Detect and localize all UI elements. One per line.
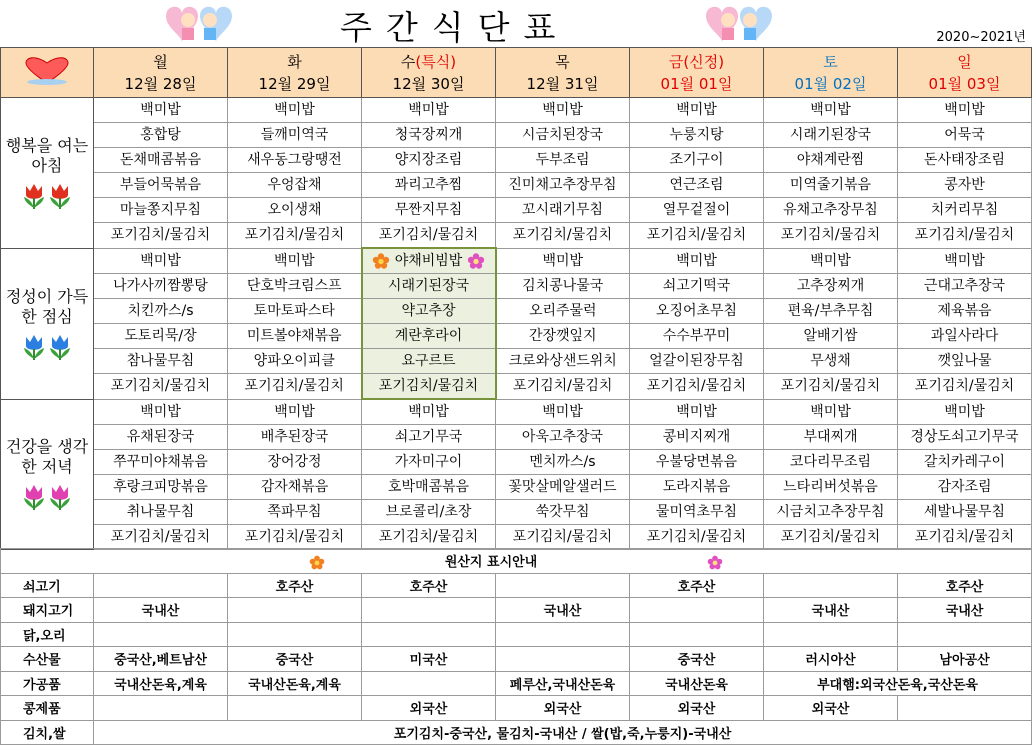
tulip-icon xyxy=(22,333,46,361)
menu-cell: 세발나물무침 xyxy=(898,500,1032,525)
menu-cell: 장어강정 xyxy=(228,450,362,475)
menu-cell: 우엉잡채 xyxy=(228,173,362,198)
menu-cell: 돈사태장조림 xyxy=(898,148,1032,173)
origin-cell xyxy=(362,622,496,647)
menu-cell: 간장깻잎지 xyxy=(496,324,630,349)
origin-cell xyxy=(362,671,496,696)
origin-cell xyxy=(228,622,362,647)
tulip-icon xyxy=(48,333,72,361)
menu-cell: 시금치된장국 xyxy=(496,123,630,148)
menu-cell: 홍합탕 xyxy=(94,123,228,148)
menu-cell: 크로와상샌드위치 xyxy=(496,349,630,374)
menu-cell: 후랑크피망볶음 xyxy=(94,475,228,500)
origin-cell xyxy=(496,573,630,598)
page-title: 주간식단표 xyxy=(340,8,570,47)
origin-cell: 중국산,베트남산 xyxy=(94,647,228,672)
flower-icon xyxy=(467,253,485,269)
menu-cell: 청국장찌개 xyxy=(362,123,496,148)
menu-cell: 양파오이피클 xyxy=(228,349,362,374)
menu-row xyxy=(1,425,1032,450)
tulip-icon xyxy=(22,483,46,511)
origin-cell: 국내산 xyxy=(94,598,228,623)
tulip-icons xyxy=(1,333,93,361)
menu-cell: 백미밥 xyxy=(898,399,1032,425)
menu-cell: 쪽파무침 xyxy=(228,500,362,525)
menu-cell: 포기김치/물김치 xyxy=(898,374,1032,400)
menu-cell: 백미밥 xyxy=(362,399,496,425)
origin-cell xyxy=(362,598,496,623)
origin-title xyxy=(1,549,1032,574)
day-name: 월 xyxy=(153,52,168,71)
menu-row xyxy=(1,148,1032,173)
origin-cell xyxy=(898,696,1032,721)
origin-row xyxy=(1,720,1032,745)
menu-cell: 진미채고추장무침 xyxy=(496,173,630,198)
header xyxy=(0,0,1032,46)
menu-cell: 콩비지찌개 xyxy=(630,425,764,450)
couple-illustration-right xyxy=(700,2,778,44)
menu-cell: 시래기된장국 xyxy=(362,274,496,299)
day-header-0 xyxy=(94,48,228,98)
menu-cell: 백미밥 xyxy=(764,98,898,123)
menu-cell: 콩자반 xyxy=(898,173,1032,198)
menu-row xyxy=(1,500,1032,525)
origin-kimchi-text: 포기김치-중국산, 물김치-국내산 / 쌀(밥,죽,누룽지)-국내산 xyxy=(94,720,1032,745)
menu-cell: 미트볼야채볶음 xyxy=(228,324,362,349)
tulip-icon xyxy=(22,182,46,210)
menu-cell: 조기구이 xyxy=(630,148,764,173)
meal-label-0 xyxy=(1,98,94,249)
menu-row xyxy=(1,299,1032,324)
origin-label: 콩제품 xyxy=(1,696,94,721)
menu-cell: 백미밥 xyxy=(496,98,630,123)
menu-cell: 백미밥 xyxy=(94,248,228,274)
menu-cell: 수수부꾸미 xyxy=(630,324,764,349)
origin-cell xyxy=(496,647,630,672)
menu-cell: 백미밥 xyxy=(94,399,228,425)
origin-cell xyxy=(496,622,630,647)
menu-cell: 과일사라다 xyxy=(898,324,1032,349)
meal-label-text: 행복을 여는 아침 xyxy=(5,135,89,175)
origin-cell: 호주산 xyxy=(228,573,362,598)
menu-cell: 백미밥 xyxy=(764,399,898,425)
menu-cell: 포기김치/물김치 xyxy=(898,525,1032,550)
menu-cell: 부대찌개 xyxy=(764,425,898,450)
menu-row xyxy=(1,198,1032,223)
menu-cell: 백미밥 xyxy=(630,248,764,274)
menu-cell: 백미밥 xyxy=(898,248,1032,274)
origin-cell xyxy=(94,696,228,721)
menu-cell: 약고추장 xyxy=(362,299,496,324)
menu-row xyxy=(1,450,1032,475)
menu-cell: 우불당면볶음 xyxy=(630,450,764,475)
menu-cell: 감자조림 xyxy=(898,475,1032,500)
origin-cell xyxy=(228,696,362,721)
menu-cell: 새우동그랑땡전 xyxy=(228,148,362,173)
menu-cell: 꼬시래기무침 xyxy=(496,198,630,223)
origin-label: 가공품 xyxy=(1,671,94,696)
menu-row xyxy=(1,173,1032,198)
menu-cell: 감자채볶음 xyxy=(228,475,362,500)
menu-cell: 유채고추장무침 xyxy=(764,198,898,223)
menu-cell: 배추된장국 xyxy=(228,425,362,450)
menu-cell: 멘치까스/s xyxy=(496,450,630,475)
menu-cell: 쇠고기무국 xyxy=(362,425,496,450)
meal-label-text: 정성이 가득한 점심 xyxy=(5,286,89,326)
menu-cell: 제육볶음 xyxy=(898,299,1032,324)
menu-cell: 호박매콤볶음 xyxy=(362,475,496,500)
origin-label: 쇠고기 xyxy=(1,573,94,598)
origin-cell: 국내산 xyxy=(898,598,1032,623)
menu-cell: 갈치카레구이 xyxy=(898,450,1032,475)
menu-cell: 단호박크림스프 xyxy=(228,274,362,299)
origin-label: 김치,쌀 xyxy=(1,720,94,745)
menu-cell: 포기김치/물김치 xyxy=(496,223,630,249)
origin-title-text: 원산지 표시안내 xyxy=(444,555,538,571)
flower-icon xyxy=(372,253,390,269)
menu-cell: 오리주물럭 xyxy=(496,299,630,324)
day-name: 금(신정) xyxy=(668,52,725,71)
menu-cell: 포기김치/물김치 xyxy=(94,223,228,249)
menu-cell: 코다리무조림 xyxy=(764,450,898,475)
origin-cell: 외국산 xyxy=(362,696,496,721)
menu-cell: 물미역초무침 xyxy=(630,500,764,525)
menu-cell: 양지장조림 xyxy=(362,148,496,173)
menu-cell: 치킨까스/s xyxy=(94,299,228,324)
menu-cell: 포기김치/물김치 xyxy=(94,374,228,400)
menu-row xyxy=(1,123,1032,148)
menu-cell: 무생채 xyxy=(764,349,898,374)
menu-cell-text: 야채비빔밥 xyxy=(394,253,463,269)
menu-cell: 백미밥 xyxy=(362,98,496,123)
menu-row xyxy=(1,399,1032,425)
menu-cell: 백미밥 xyxy=(94,98,228,123)
menu-cell: 참나물무침 xyxy=(94,349,228,374)
special-tag: (특식) xyxy=(415,52,457,71)
menu-cell: 포기김치/물김치 xyxy=(630,223,764,249)
menu-cell: 백미밥 xyxy=(228,98,362,123)
menu-cell xyxy=(362,248,496,274)
menu-row xyxy=(1,274,1032,299)
menu-cell: 꽈리고추찜 xyxy=(362,173,496,198)
menu-cell: 쇠고기떡국 xyxy=(630,274,764,299)
menu-cell: 계란후라이 xyxy=(362,324,496,349)
tulip-icons xyxy=(1,483,93,511)
menu-cell: 나가사끼짬뽕탕 xyxy=(94,274,228,299)
menu-cell: 시금치고추장무침 xyxy=(764,500,898,525)
menu-cell: 야채계란찜 xyxy=(764,148,898,173)
origin-cell xyxy=(630,598,764,623)
menu-cell: 김치콩나물국 xyxy=(496,274,630,299)
origin-cell: 호주산 xyxy=(362,573,496,598)
menu-cell: 백미밥 xyxy=(496,399,630,425)
menu-cell: 백미밥 xyxy=(496,248,630,274)
day-date: 01월 03일 xyxy=(928,74,1001,93)
menu-cell: 백미밥 xyxy=(630,399,764,425)
flower-icon xyxy=(707,555,723,570)
menu-cell: 근대고추장국 xyxy=(898,274,1032,299)
menu-cell: 브로콜리/초장 xyxy=(362,500,496,525)
menu-row xyxy=(1,223,1032,249)
origin-cell: 호주산 xyxy=(630,573,764,598)
menu-cell: 포기김치/물김치 xyxy=(630,525,764,550)
menu-cell: 포기김치/물김치 xyxy=(496,374,630,400)
menu-row xyxy=(1,349,1032,374)
menu-row xyxy=(1,324,1032,349)
menu-cell: 치커리무침 xyxy=(898,198,1032,223)
origin-label: 수산물 xyxy=(1,647,94,672)
menu-row xyxy=(1,248,1032,274)
menu-cell: 포기김치/물김치 xyxy=(898,223,1032,249)
origin-cell: 중국산 xyxy=(228,647,362,672)
menu-cell: 도토리묵/장 xyxy=(94,324,228,349)
origin-row xyxy=(1,696,1032,721)
menu-cell: 누룽지탕 xyxy=(630,123,764,148)
day-header-6 xyxy=(898,48,1032,98)
menu-cell: 포기김치/물김치 xyxy=(362,374,496,400)
origin-cell: 남아공산 xyxy=(898,647,1032,672)
tulip-icon xyxy=(48,483,72,511)
day-name: 수(특식) xyxy=(400,52,457,71)
couple-illustration-left xyxy=(160,2,238,44)
day-header-5 xyxy=(764,48,898,98)
menu-cell: 알배기쌈 xyxy=(764,324,898,349)
day-date: 12월 29일 xyxy=(258,74,331,93)
menu-cell: 도라지볶음 xyxy=(630,475,764,500)
origin-cell xyxy=(94,573,228,598)
menu-cell: 얼갈이된장무침 xyxy=(630,349,764,374)
menu-cell: 포기김치/물김치 xyxy=(764,525,898,550)
weekly-menu-table xyxy=(0,47,1032,550)
menu-cell: 아욱고추장국 xyxy=(496,425,630,450)
menu-cell: 미역줄기볶음 xyxy=(764,173,898,198)
menu-cell: 취나물무침 xyxy=(94,500,228,525)
origin-cell: 러시아산 xyxy=(764,647,898,672)
origin-table xyxy=(0,548,1032,745)
origin-row xyxy=(1,573,1032,598)
year-range: 2020~2021년 xyxy=(936,30,1026,45)
menu-cell: 꽃맛살메알샐러드 xyxy=(496,475,630,500)
menu-cell: 고추장찌개 xyxy=(764,274,898,299)
origin-cell: 국내산 xyxy=(764,598,898,623)
day-date: 12월 31일 xyxy=(526,74,599,93)
origin-row xyxy=(1,671,1032,696)
menu-row xyxy=(1,525,1032,550)
menu-cell: 마늘쫑지무침 xyxy=(94,198,228,223)
menu-cell: 돈채매콤볶음 xyxy=(94,148,228,173)
menu-cell: 깻잎나물 xyxy=(898,349,1032,374)
origin-cell xyxy=(228,598,362,623)
menu-cell: 부들어묵볶음 xyxy=(94,173,228,198)
day-header-2 xyxy=(362,48,496,98)
menu-cell: 무짠지무침 xyxy=(362,198,496,223)
day-header-4 xyxy=(630,48,764,98)
menu-cell: 경상도쇠고기무국 xyxy=(898,425,1032,450)
menu-cell: 요구르트 xyxy=(362,349,496,374)
origin-cell: 국내산 xyxy=(496,598,630,623)
day-header-row xyxy=(1,48,1032,98)
origin-row xyxy=(1,647,1032,672)
menu-cell: 편육/부추무침 xyxy=(764,299,898,324)
menu-cell: 포기김치/물김치 xyxy=(228,525,362,550)
origin-cell xyxy=(898,622,1032,647)
menu-cell: 연근조림 xyxy=(630,173,764,198)
menu-cell: 어묵국 xyxy=(898,123,1032,148)
origin-cell: 외국산 xyxy=(496,696,630,721)
menu-cell: 백미밥 xyxy=(630,98,764,123)
origin-cell xyxy=(94,622,228,647)
meal-label-1 xyxy=(1,248,94,399)
menu-cell: 포기김치/물김치 xyxy=(630,374,764,400)
menu-row xyxy=(1,475,1032,500)
menu-cell: 포기김치/물김치 xyxy=(496,525,630,550)
menu-cell: 쑥갓무침 xyxy=(496,500,630,525)
origin-row xyxy=(1,598,1032,623)
origin-cell: 국내산돈육,계육 xyxy=(228,671,362,696)
origin-title-row xyxy=(1,549,1032,574)
menu-cell: 백미밥 xyxy=(228,399,362,425)
menu-cell: 포기김치/물김치 xyxy=(362,525,496,550)
origin-cell xyxy=(764,573,898,598)
origin-row xyxy=(1,622,1032,647)
menu-row xyxy=(1,374,1032,400)
origin-cell: 외국산 xyxy=(764,696,898,721)
day-date: 12월 30일 xyxy=(392,74,465,93)
menu-cell: 느타리버섯볶음 xyxy=(764,475,898,500)
menu-cell: 열무겉절이 xyxy=(630,198,764,223)
menu-cell: 포기김치/물김치 xyxy=(228,374,362,400)
origin-cell: 호주산 xyxy=(898,573,1032,598)
menu-cell: 백미밥 xyxy=(764,248,898,274)
origin-cell: 페루산,국내산돈육 xyxy=(496,671,630,696)
menu-cell: 포기김치/물김치 xyxy=(94,525,228,550)
menu-cell: 포기김치/물김치 xyxy=(764,223,898,249)
day-header-1 xyxy=(228,48,362,98)
day-name: 화 xyxy=(287,52,302,71)
menu-cell: 백미밥 xyxy=(228,248,362,274)
meal-label-2 xyxy=(1,399,94,550)
heart-logo-cell xyxy=(1,48,94,98)
menu-cell: 시래기된장국 xyxy=(764,123,898,148)
origin-cell: 국내산돈육 xyxy=(630,671,764,696)
menu-row xyxy=(1,98,1032,123)
menu-cell: 두부조림 xyxy=(496,148,630,173)
origin-cell: 미국산 xyxy=(362,647,496,672)
origin-cell xyxy=(630,622,764,647)
heart-icon xyxy=(22,55,72,85)
menu-cell: 오징어초무침 xyxy=(630,299,764,324)
menu-cell: 포기김치/물김치 xyxy=(362,223,496,249)
day-date: 12월 28일 xyxy=(124,74,197,93)
origin-cell: 중국산 xyxy=(630,647,764,672)
day-name: 일 xyxy=(957,52,972,71)
menu-cell: 유채된장국 xyxy=(94,425,228,450)
tulip-icon xyxy=(48,182,72,210)
menu-cell: 들깨미역국 xyxy=(228,123,362,148)
day-name: 토 xyxy=(823,52,838,71)
day-header-3 xyxy=(496,48,630,98)
origin-cell: 부대햄:외국산돈육,국산돈육 xyxy=(764,671,1032,696)
origin-cell: 외국산 xyxy=(630,696,764,721)
menu-cell: 쭈꾸미야채볶음 xyxy=(94,450,228,475)
origin-label: 돼지고기 xyxy=(1,598,94,623)
menu-cell: 포기김치/물김치 xyxy=(764,374,898,400)
origin-cell xyxy=(764,622,898,647)
tulip-icons xyxy=(1,182,93,210)
meal-label-text: 건강을 생각한 저녁 xyxy=(5,437,89,477)
menu-cell: 백미밥 xyxy=(898,98,1032,123)
menu-cell: 포기김치/물김치 xyxy=(228,223,362,249)
origin-cell: 국내산돈육,계육 xyxy=(94,671,228,696)
day-date: 01월 01일 xyxy=(660,74,733,93)
day-date: 01월 02일 xyxy=(794,74,867,93)
menu-cell: 토마토파스타 xyxy=(228,299,362,324)
day-name: 목 xyxy=(555,52,570,71)
menu-cell: 오이생채 xyxy=(228,198,362,223)
menu-cell: 가자미구이 xyxy=(362,450,496,475)
flower-icon xyxy=(309,555,325,570)
origin-label: 닭,오리 xyxy=(1,622,94,647)
